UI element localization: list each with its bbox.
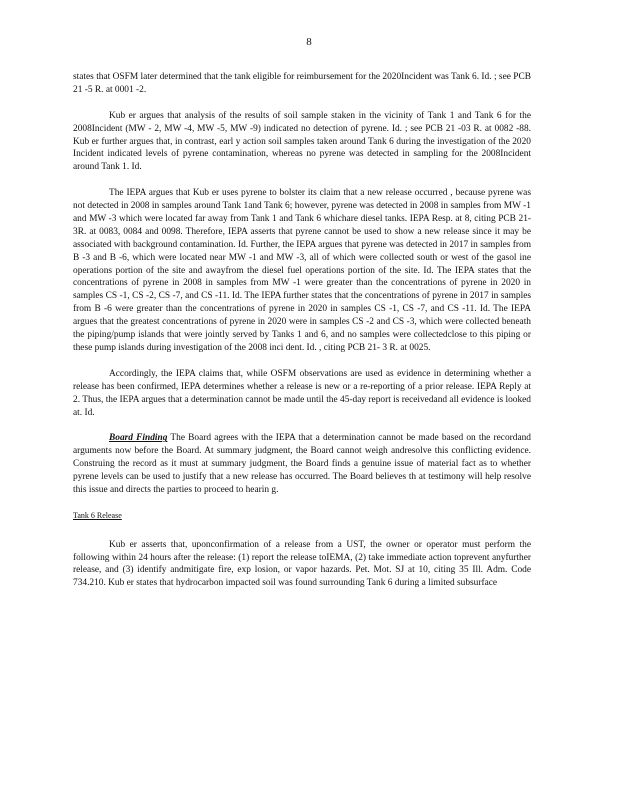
paragraph-1: states that OSFM later determined that the tank eligible for reimbursement for the 2020Incident was Tank 6. Id. ; see PCB 21 -5 R. at 0001 -2. bbox=[73, 72, 531, 95]
paragraph-3: The IEPA argues that Kub er uses pyrene to bolster its claim that a new release occurred , because pyrene was not detected in 2008 in samples around Tank 1and Tank 6; however, pyrene was detected in 2008 in samples from MW -1 and MW -3 which were located far away from Tank 1 and Tank 6 whichare diesel tanks. IEPA Resp. at 8, citing PCB 21- 3R. at 0083, 0084 and 0098. Therefore, IEPA asserts that pyrene cannot be used to show a new release since it may be associated with background contamination. Id. Further, the IEPA argues that pyrene was detected in 2017 in samples from B -3 and B -6, which were located near MW -1 and MW -3, all of which were collected south or west of the gasol ine operations portion of the site and awayfrom the diesel fuel operations portion of the site. Id. The IEPA states that the concentrations of pyrene in 2008 in samples from MW -1 were greater than the concentrations of pyrene in 2020 in samples CS -1, CS -2, CS -7, and CS -11. Id. The IEPA further states that the concentrations of pyrene in 2017 in samples from B -6 were greater than the concentrations of pyrene in 2020 in samples CS -1, CS -7, and CS -11. Id. The IEPA argues that the greatest concentrations of pyrene in 2020 were in samples CS -2 and CS -3, which were collected beneath the piping/pump islands that were jointly served by Tanks 1 and 6, and no samples were collectedclose to this piping or these pump islands during investigation of the 2008 inci dent. Id. , citing PCB 21- 3 R. at 0025. bbox=[73, 188, 531, 353]
board-finding-paragraph bbox=[73, 432, 531, 497]
board-finding-heading: Board Finding bbox=[109, 433, 168, 444]
paragraph-4: Accordingly, the IEPA claims that, while OSFM observations are used as evidence in determining whether a release has been confirmed, IEPA determines whether a release is new or a re-reporting of a prior release. IEPA Reply at 2. Thus, the IEPA argues that a determination cannot be made until the 45-day report is receivedand all evidence is looked at. Id. bbox=[73, 368, 531, 418]
section-subheading: Tank 6 Release bbox=[73, 510, 122, 520]
document-body bbox=[73, 71, 531, 603]
page-number: 8 bbox=[306, 36, 312, 48]
paragraph-2: Kub er argues that analysis of the results of soil sample staken in the vicinity of Tank 1 and Tank 6 for the 2008Incident (MW - 2, MW -4, MW -5, MW -9) indicated no detection of pyrene. Id. ; see PCB 21 -03 R. at 0082 -88. Kub er further argues that, in contrast, earl y action soil samples taken around Tank 6 during the investigation of the 2020 Incident indicated levels of pyrene contamination, whereas no pyrene was detected in sampling for the 2008Incident around Tank 1. Id. bbox=[73, 110, 531, 173]
final-paragraph: Kub er asserts that, uponconfirmation of a release from a UST, the owner or operator must perform the following within 24 hours after the release: (1) report the release toIEMA, (2) take immediate action toprevent anyfurther release, and (3) identify andmitigate fire, exp losion, or vapor hazards. Pet. Mot. SJ at 10, citing 35 Ill. Adm. Code 734.210. Kub er states that hydrocarbon impacted soil was found surrounding Tank 6 during a limited subsurface bbox=[73, 539, 531, 589]
board-finding-text: The Board agrees with the IEPA that a determination cannot be made based on the recordand arguments now before the Board. At summary judgment, the Board cannot weigh andresolve this conflicting evidence. Construing the record as it must at summary judgment, the Board finds a genuine issue of material fact as to whether pyrene levels can be used to justify that a new release has occurred. The Board believes th at testimony will help resolve this issue and directs the parties to proceed to hearin g. bbox=[73, 433, 531, 495]
